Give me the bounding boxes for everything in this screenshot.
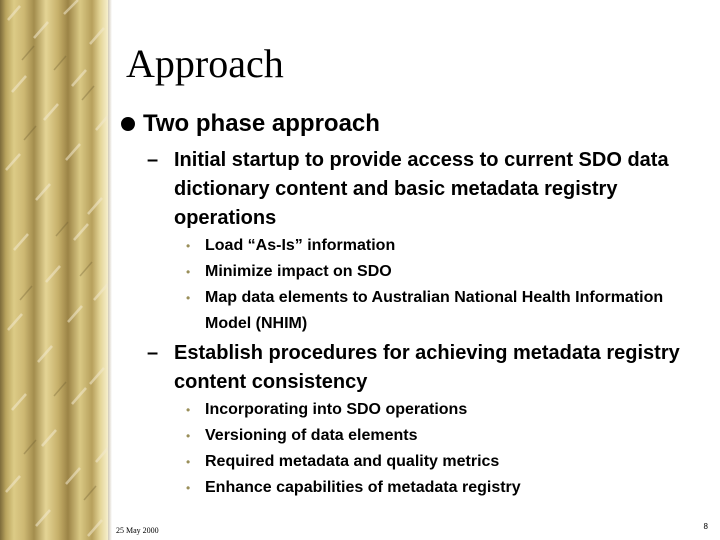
main-bullet-text: Two phase approach	[143, 110, 380, 137]
band-edge-shadow	[108, 0, 112, 540]
list-item-text: Required metadata and quality metrics	[205, 453, 500, 470]
phase-1-dash: –	[147, 149, 159, 171]
sub-bullet-icon: •	[186, 481, 191, 495]
list-item-text: Minimize impact on SDO	[205, 263, 392, 280]
sub-bullet-icon: •	[186, 403, 191, 417]
page-number: 8	[703, 522, 708, 531]
list-item	[186, 259, 706, 285]
sub-bullet-icon: •	[186, 429, 191, 443]
phase-2-text: Establish procedures for achieving metadata registry content consistency	[174, 342, 680, 393]
sub-bullet-icon: •	[186, 455, 191, 469]
phase-1-text: Initial startup to provide access to current SDO data dictionary content and basic metadata registry operations	[174, 149, 669, 229]
sub-bullet-icon: •	[186, 291, 191, 305]
list-item	[186, 233, 706, 259]
sub-bullet-icon: •	[186, 239, 191, 253]
band-texture-graphic	[0, 0, 108, 540]
list-item	[186, 475, 706, 501]
decorative-gold-band	[0, 0, 108, 540]
list-item	[186, 423, 706, 449]
sub-bullet-icon: •	[186, 265, 191, 279]
list-item	[186, 285, 706, 337]
list-item-text: Incorporating into SDO operations	[205, 401, 468, 418]
list-item	[186, 397, 706, 423]
list-item-text: Load “As-Is” information	[205, 237, 396, 254]
footer-date: 25 May 2000	[116, 526, 159, 535]
slide-title: Approach	[126, 41, 284, 86]
list-item	[186, 449, 706, 475]
list-item-text: Enhance capabilities of metadata registry	[205, 479, 521, 496]
phase-2-subitems	[186, 397, 706, 501]
list-item-text: Map data elements to Australian National Health Information Model (NHIM)	[205, 289, 664, 332]
phase-1-subitems	[186, 233, 706, 337]
main-bullet-dot-icon	[121, 117, 135, 131]
phase-2-dash: –	[147, 342, 159, 364]
list-item-text: Versioning of data elements	[205, 427, 418, 444]
